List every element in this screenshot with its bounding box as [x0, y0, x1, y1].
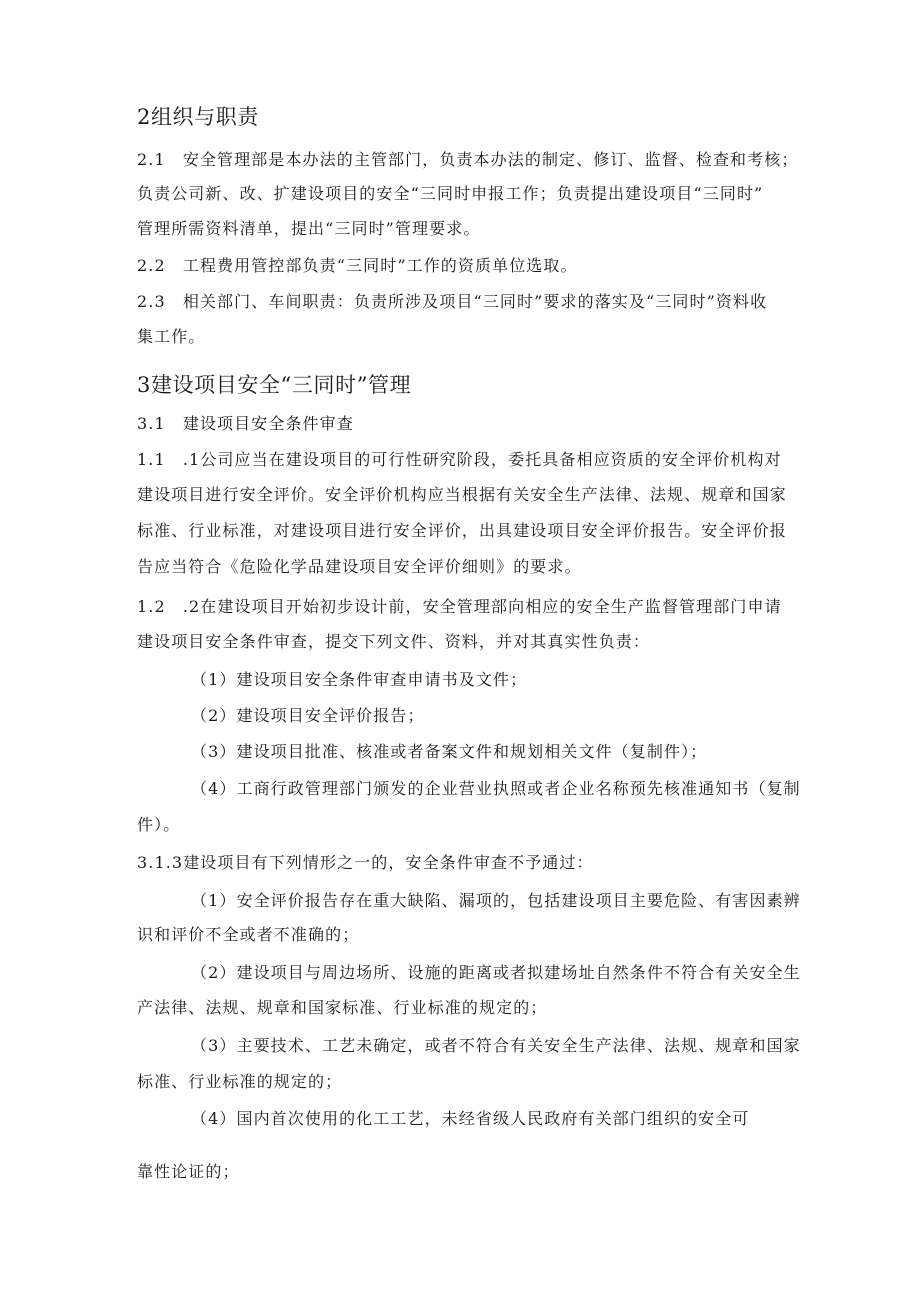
- list-item: （4）国内首次使用的化工工艺，未经省级人民政府有关部门组织的安全可: [191, 1109, 750, 1128]
- paragraph-line: 管理所需资料清单，提出“三同时”管理要求。: [137, 219, 481, 238]
- paragraph-line: 1.2 .2在建设项目开始初步设计前，安全管理部向相应的安全生产监督管理部门申请: [137, 597, 782, 616]
- paragraph-line: 件）。: [137, 815, 181, 834]
- paragraph-line: 识和评价不全或者不准确的；: [137, 925, 360, 944]
- list-item: （3）主要技术、工艺未确定，或者不符合有关安全生产法律、法规、规章和国家: [191, 1036, 801, 1055]
- paragraph-line: 2.3 相关部门、车间职责：负责所涉及项目“三同时”要求的落实及“三同时”资料收: [137, 292, 768, 311]
- paragraph-line: 1.1 .1公司应当在建设项目的可行性研究阶段，委托具备相应资质的安全评价机构对: [137, 450, 782, 469]
- paragraph-line: 负责公司新、改、扩建设项目的安全“三同时申报工作；负责提出建设项目“三同时”: [137, 184, 764, 203]
- section-heading-2: 2组织与职责: [137, 105, 259, 129]
- paragraph-line: 标准、行业标准，对建设项目进行安全评价，出具建设项目安全评价报告。安全评价报: [137, 521, 787, 540]
- paragraph-line: 产法律、法规、规章和国家标准、行业标准的规定的；: [137, 998, 548, 1017]
- paragraph-line: 集工作。: [137, 327, 206, 346]
- paragraph-line: 告应当符合《危险化学品建设项目安全评价细则》的要求。: [137, 557, 582, 576]
- list-item: （3）建设项目批准、核准或者备案文件和规划相关文件（复制件）；: [191, 742, 708, 761]
- subsection-heading: 3.1 建设项目安全条件审查: [137, 414, 354, 433]
- list-item: （1）建设项目安全条件审查申请书及文件；: [191, 670, 528, 689]
- list-item: （2）建设项目与周边场所、设施的距离或者拟建场址自然条件不符合有关安全生: [191, 963, 801, 982]
- paragraph-line: 标准、行业标准的规定的；: [137, 1072, 343, 1091]
- list-item: （4）工商行政管理部门颁发的企业营业执照或者企业名称预先核准通知书（复制: [191, 779, 801, 798]
- paragraph-line: 2.1 安全管理部是本办法的主管部门，负责本办法的制定、修订、监督、检查和考核；: [137, 150, 799, 169]
- section-heading-3: 3建设项目安全“三同时”管理: [137, 373, 412, 397]
- paragraph-line: 2.2 工程费用管控部负责“三同时”工作的资质单位选取。: [137, 256, 578, 275]
- paragraph-line: 建设项目进行安全评价。安全评价机构应当根据有关安全生产法律、法规、规章和国家: [137, 485, 787, 504]
- list-item: （2）建设项目安全评价报告；: [191, 706, 425, 725]
- paragraph-line: 3.1.3建设项目有下列情形之一的，安全条件审查不予通过：: [137, 853, 594, 872]
- paragraph-line: 建设项目安全条件审查，提交下列文件、资料，并对其真实性负责：: [137, 632, 651, 651]
- paragraph-line: 靠性论证的；: [137, 1162, 240, 1181]
- list-item: （1）安全评价报告存在重大缺陷、漏项的，包括建设项目主要危险、有害因素辨: [191, 891, 801, 910]
